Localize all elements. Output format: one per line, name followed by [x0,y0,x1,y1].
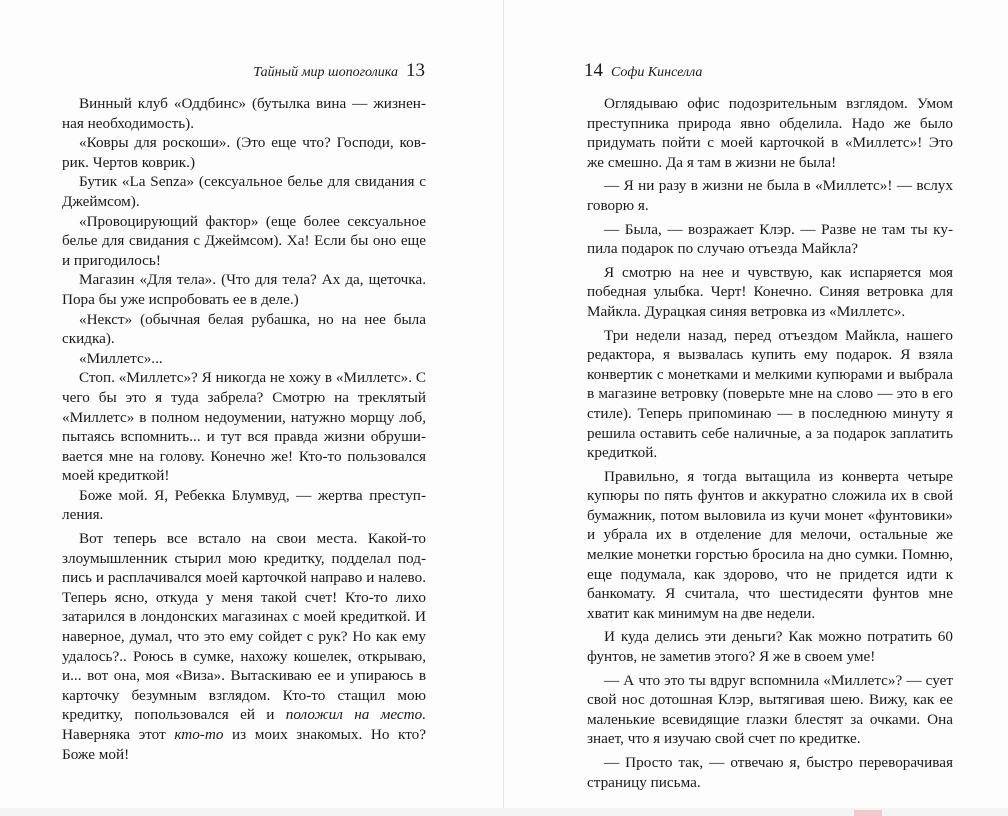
paragraph: «Провоцирующий фактор» (еще более сексуальное белье для свидания с Джеймсом). Ха! Если бы оно еще и пригодилось! [62,212,426,269]
paragraph: — А что это ты вдруг вспомнила «Миллетс»? — сует свой нос дотошная Клэр, вытягивая шею. Вижу, как ее маленькие всевидящие глазки блестят за очками. Она знает, что я изучаю свой счет по кредитке. [587,671,953,748]
paragraph: — Была, — возражает Клэр. — Разве не там ты купила подарок по случаю отъезда Майкла? [587,220,953,258]
running-title: Тайный мир шопоголика [253,65,398,80]
right-page-header [584,60,702,84]
paragraph: Винный клуб «Оддбинс» (бутылка вина — жизненная необходимость). [62,95,426,132]
paragraph: Три недели назад, перед отъездом Майкла, нашего редактора, я вызвалась купить ему подарок. Я взяла конвертик с монетками и мелкими купюрами и выбрала в магазине ветровку (поверьте мне на слово — это в его стиле). Теперь припоминаю — в последнюю минуту я решила оставить себе наличные, а за подарок заплатить кредиткой. [587,326,953,462]
page-number: 13 [406,60,425,81]
paragraph: «Миллетс»... [79,349,163,367]
left-page-header [253,60,425,84]
right-page [504,0,1008,808]
paragraph: «Ковры для роскоши». (Это еще что? Господи, коврик. Чертов коврик.) [62,134,426,171]
paragraph: Магазин «Для тела». (Что для тела? Ах да, щеточка. Пора бы уже испробовать ее в деле.) [62,271,426,308]
paragraph: «Некст» (обычная белая рубашка, но на нее была скидка). [62,310,426,348]
paragraph: Правильно, я тогда вытащила из конверта четыре купюры по пять фунтов и аккуратно сложила их в свой бумажник, потом выловила из кучи монет «фунтовики» и убрала их в отделение для мелочи, остальные же мелкие монетки горстью бросила на дно сумки. Помню, еще подумала, как здорово, что не придется идти к банкомату. Я считала, что шестидесяти фунтов мне хватит как минимум на две недели. [587,467,953,622]
italic-run: положил на место. [285,706,426,724]
text-run: Наверняка этот [62,726,175,743]
paragraph: — Я ни разу в жизни не была в «Миллетс»! — вслух говорю я. [587,177,953,214]
scan-color-mark [854,810,882,816]
paragraph-final [62,529,426,764]
running-author: Софи Кинселла [611,65,703,80]
paragraph: Стоп. «Миллетс»? Я никогда не хожу в «Миллетс». С чего бы это я туда забрела? Смотрю на треклятый «Миллетс» в полном недоумении, натужно морщу лоб, пытаясь вспомнить... и тут вся правда жизни обрушивается мне на голову. Конечно же! Кто-то пользовался моей кредиткой! [62,369,426,485]
right-page-text [587,94,953,792]
paragraph: Оглядываю офис подозрительным взглядом. Умом преступника природа явно обделила. Надо же было придумать пойти с моей карточкой в «Миллетс»! Это же смешно. Да я там в жизни не была! [587,95,953,171]
paragraph: Я смотрю на нее и чувствую, как испаряется моя победная улыбка. Черт! Конечно. Синяя ветровка для Майкла. Дурацкая синяя ветровка из «Миллетс». [587,263,953,320]
text-run: из моих знакомых. Но кто? Боже мой! [62,726,426,763]
left-page-text [62,94,426,764]
paragraph: Боже мой. Я, Ребекка Блумвуд, — жертва преступления. [62,486,426,524]
left-page [0,0,504,808]
paragraph: — Просто так, — отвечаю я, быстро переворачивая страницу письма. [587,754,953,791]
text-run: Вот теперь все встало на свои места. Какой-то злоумышленник стырил мою кредитку, подделал подпись и расплачивался моей карточкой направо и налево. Теперь ясно, откуда у меня такой счет! Кто-то лихо затарился в лондонских магазинах с моей кредиткой. И наверное, думал, что это ему сойдет с рук? Но как ему удалось?.. Роюсь в сумке, нахожу кошелек, открываю, и... вот она, моя «Виза». Вытаскиваю ее и упираюсь в карточку безумным взглядом. Кто-то стащил мою кредитку, попользовался ей и [62,530,426,724]
page-number: 14 [584,60,603,81]
paragraph: И куда делись эти деньги? Как можно потратить 60 фунтов, не заметив этого? Я же в своем уме! [587,628,953,666]
paragraph: Бутик «La Senza» (сексуальное белье для свидания с Джеймсом). [62,173,426,210]
italic-run: кто-то [174,726,224,743]
